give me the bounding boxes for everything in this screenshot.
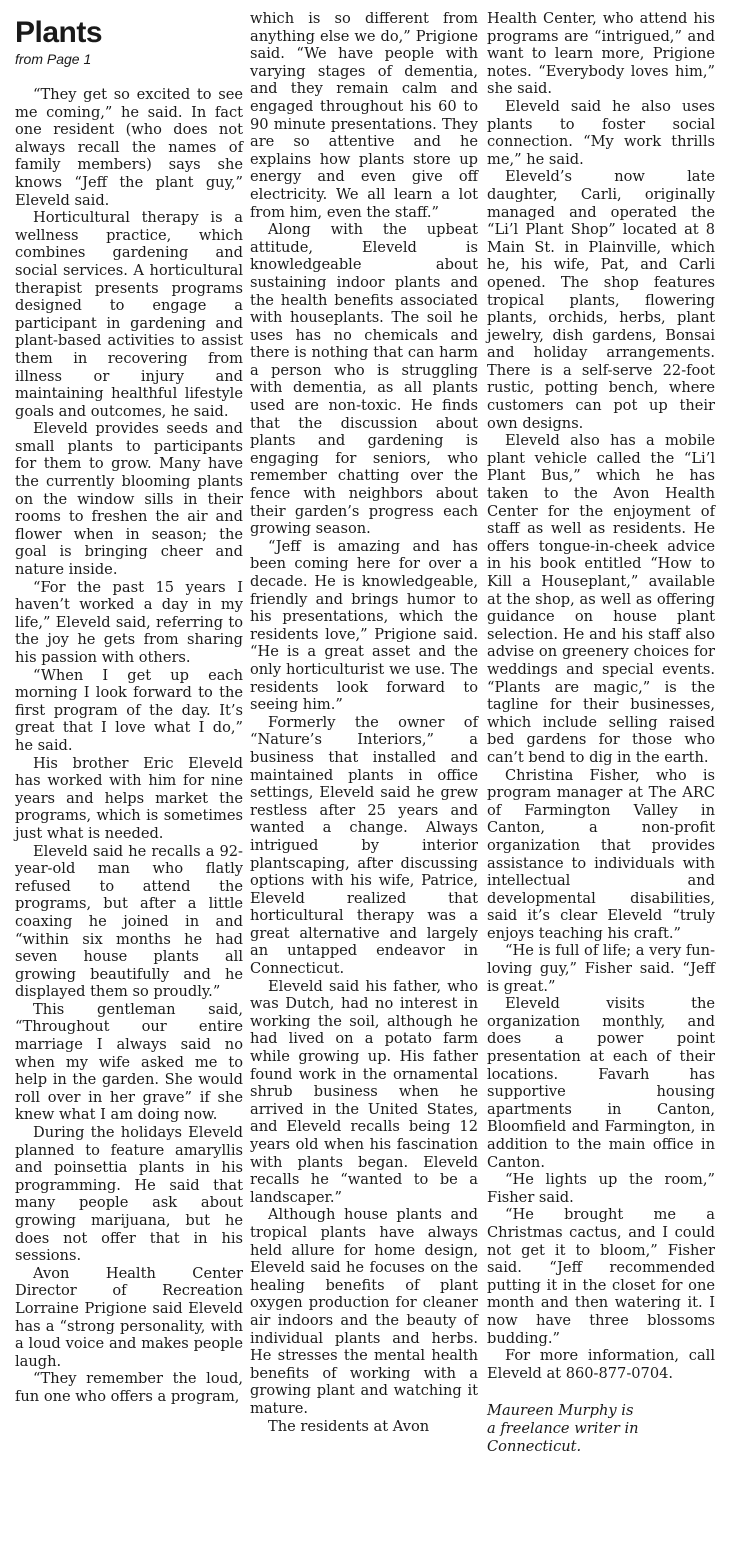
paragraph: Formerly the owner of “Nature’s Interiors,” a business that installed and maintained plants in office settings, Eleveld said he grew restless after 25 years and wanted a change. Always intrigued by interior plantscaping, after discussing options with his wife, Patrice, Eleveld realized that horticultural therapy was a great alternative and largely an untapped endeavor in Connecticut. bbox=[250, 713, 478, 978]
paragraph: “He is full of life; a very fun-loving guy,” Fisher said. “Jeff is great.” bbox=[487, 942, 715, 995]
author-byline bbox=[487, 1402, 715, 1455]
paragraph-continuation: which is so different from anything else we do,” Prigione said. “We have people with varying stages of dementia, and they remain calm and engaged throughout his 60 to 90 minute presentations. They are so attentive and he explains how plants store up energy and even give off electricity. We all learn a lot from him, even the staff.” bbox=[250, 10, 478, 221]
column-1 bbox=[15, 10, 243, 1406]
paragraph: “When I get up each morning I look forward to the first program of the day. It’s great that I love what I do,” he said. bbox=[15, 666, 243, 754]
column-2-paragraphs bbox=[250, 221, 478, 1435]
paragraph: During the holidays Eleveld planned to feature amaryllis and poinsettia plants in his programming. He said that many people ask about growing marijuana, but he does not offer that in his sessions. bbox=[15, 1124, 243, 1265]
paragraph: Eleveld visits the organization monthly, and does a power point presentation at each of their locations. Favarh has supportive housing apartments in Canton, Bloomfield and Farmington, in addition to the main office in Canton. bbox=[487, 995, 715, 1171]
paragraph: Eleveld provides seeds and small plants to participants for them to grow. Many have the currently blooming plants on the window sills in their rooms to freshen the air and flower when in season; the goal is bringing cheer and nature inside. bbox=[15, 420, 243, 579]
byline-line: a freelance writer in bbox=[487, 1419, 639, 1437]
paragraph: Christina Fisher, who is program manager at The ARC of Farmington Valley in Canton, a non-profit organization that provides assistance to individuals with intellectual and developmental disabilities, said it’s clear Eleveld “truly enjoys teaching his craft.” bbox=[487, 766, 715, 942]
paragraph-continuation: Health Center, who attend his programs are “intrigued,” and want to learn more, Prigione notes. “Everybody loves him,” she said. bbox=[487, 10, 715, 98]
paragraph: This gentleman said, “Throughout our entire marriage I always said no when my wife asked me to help in the garden. She would roll over in her grave” if she knew what I am doing now. bbox=[15, 1000, 243, 1124]
paragraph: Avon Health Center Director of Recreation Lorraine Prigione said Eleveld has a “strong personality, with a loud voice and makes people laugh. bbox=[15, 1264, 243, 1370]
paragraph: “He brought me a Christmas cactus, and I could not get it to bloom,” Fisher said. “Jeff recommended putting it in the closet for one month and then watering it. I now have three blossoms budding.” bbox=[487, 1206, 715, 1347]
headline: Plants bbox=[15, 16, 103, 49]
column-3 bbox=[487, 10, 715, 1455]
paragraph: Although house plants and tropical plants have always held allure for home design, Eleveld said he focuses on the healing benefits of plant oxygen production for cleaner air indoors and the beauty of individual plants and herbs. He stresses the mental health benefits of working with a growing plant and watching it mature. bbox=[250, 1206, 478, 1417]
paragraph: “Jeff is amazing and has been coming here for over a decade. He is knowledgeable, friendly and brings humor to his presentations, which the residents love,” Prigione said. “He is a great asset and the only horticulturist we use. The residents look forward to seeing him.” bbox=[250, 537, 478, 714]
paragraph: “They get so excited to see me coming,” he said. In fact one resident (who does not always recall the names of family members) says she knows “Jeff the plant guy,” Eleveld said. bbox=[15, 86, 243, 209]
paragraph: Eleveld said he recalls a 92-year-old man who flatly refused to attend the programs, but after a little coaxing he joined in and “within six months he had seven house plants all growing beautifully and he displayed them so proudly.” bbox=[15, 842, 243, 1001]
paragraph: His brother Eric Eleveld has worked with him for nine years and helps market the programs, which is sometimes just what is needed. bbox=[15, 754, 243, 842]
paragraph: Eleveld said he also uses plants to foster social connection. “My work thrills me,” he said. bbox=[487, 97, 715, 168]
paragraph: “They remember the loud, fun one who offers a program, bbox=[15, 1370, 243, 1405]
byline-line: Connecticut. bbox=[487, 1437, 582, 1455]
column-1-paragraphs bbox=[15, 86, 243, 1406]
paragraph: For more information, call Eleveld at 860-877-0704. bbox=[487, 1347, 715, 1382]
paragraph: “For the past 15 years I haven’t worked a day in my life,” Eleveld said, referring to the joy he gets from sharing his passion with others. bbox=[15, 578, 243, 666]
column-2 bbox=[250, 10, 478, 1435]
paragraph: “He lights up the room,” Fisher said. bbox=[487, 1171, 715, 1206]
column-3-paragraphs bbox=[487, 98, 715, 1382]
paragraph: Horticultural therapy is a wellness practice, which combines gardening and social services. A horticultural therapist presents programs designed to engage a participant in gardening and plant-based activities to assist them in recovering from illness or injury and maintaining healthful lifestyle goals and outcomes, he said. bbox=[15, 209, 243, 420]
paragraph: Eleveld said his father, who was Dutch, had no interest in working the soil, although he had lived on a potato farm while growing up. His father found work in the ornamental shrub business when he arrived in the United States, and Eleveld recalls being 12 years old when his fascination with plants began. Eleveld recalls he “wanted to be a landscaper.” bbox=[250, 977, 478, 1206]
jump-line: from Page 1 bbox=[15, 51, 92, 67]
paragraph: Eleveld also has a mobile plant vehicle called the “Li’l Plant Bus,” which he has taken to the Avon Health Center for the enjoyment of staff as well as residents. He offers tongue-in-cheek advice in his book entitled “How to Kill a Houseplant,” available at the shop, as well as offering guidance on house plant selection. He and his staff also advise on greenery choices for weddings and special events. “Plants are magic,” is the tagline for their businesses, which include selling raised bed gardens for those who can’t bend to dig in the earth. bbox=[487, 432, 715, 766]
byline-line: Maureen Murphy is bbox=[487, 1402, 634, 1420]
paragraph: The residents at Avon bbox=[268, 1417, 430, 1435]
paragraph: Eleveld’s now late daughter, Carli, originally managed and operated the “Li’l Plant Shop” located at 8 Main St. in Plainville, which he, his wife, Pat, and Carli opened. The shop features tropical plants, flowering plants, orchids, herbs, plant jewelry, dish gardens, Bonsai and holiday arrangements. There is a self-serve 22-foot rustic, potting bench, where customers can pot up their own designs. bbox=[487, 168, 715, 432]
paragraph: Along with the upbeat attitude, Eleveld is knowledgeable about sustaining indoor plants and the health benefits associated with houseplants. The soil he uses has no chemicals and there is nothing that can harm a person who is struggling with dementia, as all plants used are non-toxic. He finds that the discussion about plants and gardening is engaging for seniors, who remember chatting over the fence with neighbors about their garden’s progress each growing season. bbox=[250, 221, 478, 538]
